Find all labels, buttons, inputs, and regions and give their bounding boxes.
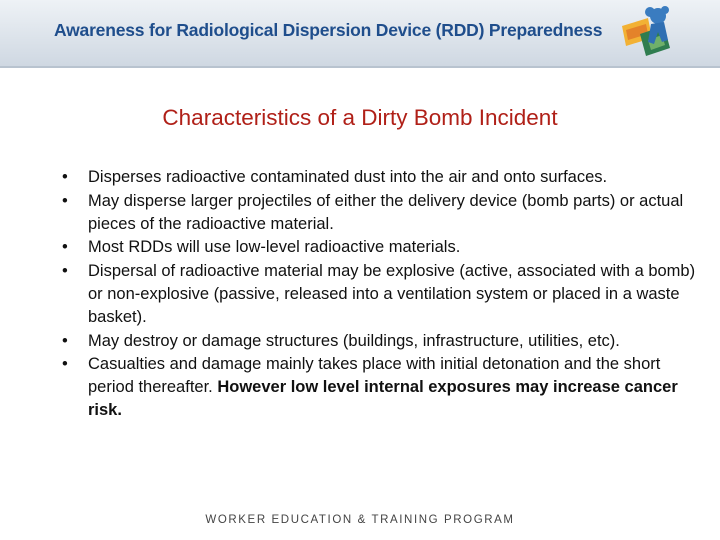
bullet-list [62,166,702,422]
bullet-text: Disperses radioactive contaminated dust into the air and onto surfaces. [88,168,608,186]
bullet-text [88,353,702,421]
bullet-text-regular: Casualties and damage mainly takes place with initial detonation and the short period thereafter. [88,355,661,397]
bullet-item [62,236,702,259]
bullet-text: Most RDDs will use low-level radioactive materials. [88,238,461,257]
bullet-marker: • [62,191,68,210]
bullet-marker: • [62,168,68,186]
bullet-item [62,260,702,328]
bullet-marker: • [62,238,68,257]
bullet-text: May destroy or damage structures (buildings, infrastructure, utilities, etc). [88,331,620,350]
bullet-marker: • [62,331,68,350]
bullet-item [62,166,702,189]
bullet-text: Dispersal of radioactive material may be explosive (active, associated with a bomb) or non-explosive (passive, released into a ventilation system or placed in a waste basket). [88,262,696,326]
slide-title: Characteristics of a Dirty Bomb Incident [162,105,558,130]
bullet-text-emphasis: However low level internal exposures may increase cancer risk. [88,378,678,419]
bullet-marker: • [62,355,68,374]
bullet-item [62,353,702,421]
footer-program-name: WORKER EDUCATION & TRAINING PROGRAM [205,514,515,526]
bullet-item [62,190,702,236]
bullet-marker: • [62,262,68,281]
bullet-item [62,330,702,353]
bullet-text: May disperse larger projectiles of either the delivery device (bomb parts) or actual pieces of the radioactive material. [88,191,684,233]
header-divider [0,66,720,68]
header-title: Awareness for Radiological Dispersion Device (RDD) Preparedness [54,20,603,40]
figure-with-hazmat-logo-icon [618,4,680,62]
